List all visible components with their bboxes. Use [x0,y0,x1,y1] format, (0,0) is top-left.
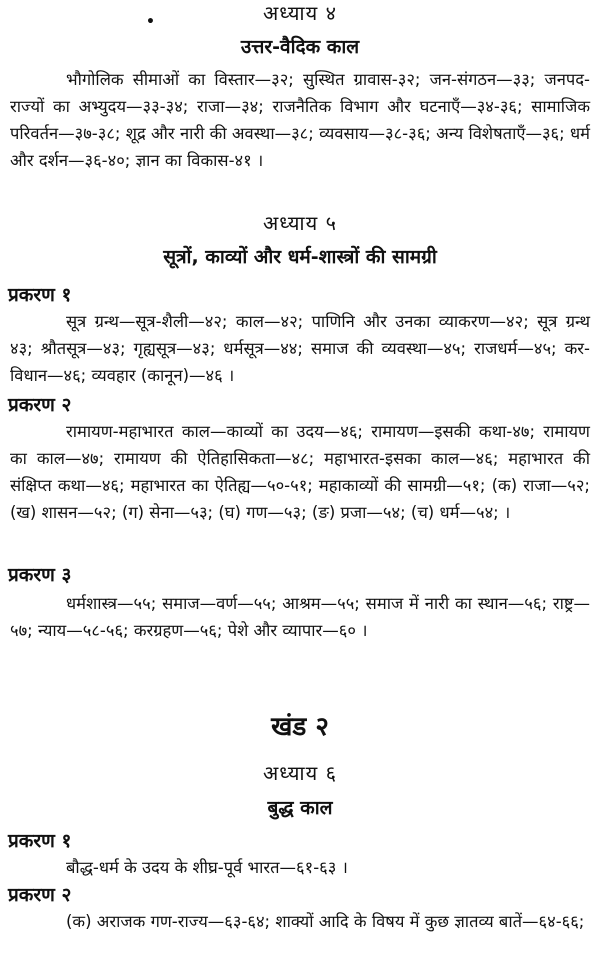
chapter-5-section-3-contents: धर्मशास्त्र—५५; समाज—वर्ण—५५; आश्रम—५५; समाज में नारी का स्थान—५६; राष्ट्र—५७; न्याय—५८-५६; करग्रहण—५६; पेशे और व्यापार—६० । [10,594,590,640]
chapter-6-section-1-contents: बौद्ध-धर्म के उदय के शीघ्र-पूर्व भारत—६१-६३ । [66,858,348,877]
chapter-5-section-1-label: प्रकरण १ [8,284,72,306]
chapter-5-title: सूत्रों, काव्यों और धर्म-शास्त्रों की सामग्री [163,246,437,268]
chapter-5-section-3-label: प्रकरण ३ [8,564,72,586]
chapter-6-section-1-label: प्रकरण १ [8,830,72,852]
chapter-4-contents: भौगोलिक सीमाओं का विस्तार—३२; सुस्थित ग्रावास-३२; जन-संगठन—३३; जनपद-राज्यों का अभ्युदय—३३-३४; राजा—३४; राजनैतिक विभाग और घटनाएँ—३४-३६; सामाजिक परिवर्तन—३७-३८; शूद्र और नारी की अवस्था—३८; व्यवसाय—३८-३६; अन्य विशेषताएँ—३६; धर्म और दर्शन—३६-४०; ज्ञान का विकास-४१ । [10,70,590,170]
chapter-6-section-2-label: प्रकरण २ [8,884,72,906]
chapter-6-title: बुद्ध काल [267,797,333,819]
chapter-6-section-2-contents: (क) अराजक गण-राज्य—६३-६४; शाक्यों आदि के विषय में कुछ ज्ञातव्य बातें—६४-६६; [66,912,585,931]
chapter-5-section-1-contents: सूत्र ग्रन्थ—सूत्र-शैली—४२; काल—४२; पाणिनि और उनका व्याकरण—४२; सूत्र ग्रन्थ ४३; श्रौतसूत्र—४३; गृह्यसूत्र—४३; धर्मसूत्र—४४; समाज की व्यवस्था—४५; राजधर्म—४५; कर-विधान—४६; व्यवहार (कानून)—४६ । [10,312,590,385]
chapter-5-section-2-label: प्रकरण २ [8,394,72,416]
chapter-4-title: उत्तर-वैदिक काल [240,36,360,58]
chapter-6-heading: अध्याय ६ [263,761,337,785]
chapter-4-heading: अध्याय ४ [263,1,337,25]
chapter-5-heading: अध्याय ५ [263,211,337,235]
chapter-5-section-2-contents: रामायण-महाभारत काल—काव्यों का उदय—४६; रामायण—इसकी कथा-४७; रामायण का काल—४७; रामायण की ऐतिहासिकता—४८; महाभारत-इसका काल—४६; महाभारत की संक्षिप्त कथा—४६; महाभारत का ऐतिह्य—५०-५१; महाकाव्यों की सामग्री—५१; (क) राजा—५२; (ख) शासन—५२; (ग) सेना—५३; (घ) गण—५३; (ङ) प्रजा—५४; (च) धर्म—५४; । [10,422,590,522]
part-2-heading: खंड २ [271,712,329,742]
bullet-mark: • [146,14,155,30]
